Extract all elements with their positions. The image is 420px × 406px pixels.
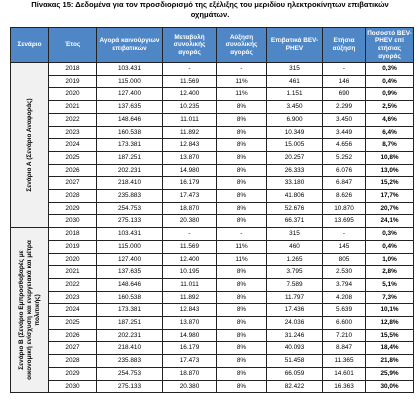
- table-cell: 0,9%: [366, 88, 414, 101]
- table-cell: 11.011: [163, 113, 217, 126]
- table-cell: 3.449: [323, 126, 366, 139]
- table-cell: 805: [323, 253, 366, 266]
- header-new-cars: Αγορά καινούργιων επιβατικών: [97, 28, 163, 63]
- table-cell: 0,4%: [366, 240, 414, 253]
- table-cell: 2.299: [323, 101, 366, 114]
- table-cell: 15.005: [267, 139, 323, 152]
- table-cell: 148.646: [97, 113, 163, 126]
- table-cell: 8%: [217, 355, 267, 368]
- table-cell: 16.363: [323, 380, 366, 393]
- table-cell: 8%: [217, 215, 267, 228]
- table-cell: 51.458: [267, 355, 323, 368]
- table-cell: 0,3%: [366, 63, 414, 76]
- table-cell: 10.349: [267, 126, 323, 139]
- table-cell: 8%: [217, 177, 267, 190]
- table-cell: 33.180: [267, 177, 323, 190]
- table-cell: 8%: [217, 380, 267, 393]
- table-cell: 15,2%: [366, 177, 414, 190]
- table-cell: 218.410: [97, 177, 163, 190]
- table-cell: 20.380: [163, 215, 217, 228]
- table-cell: 10,8%: [366, 151, 414, 164]
- table-cell: 8,7%: [366, 139, 414, 152]
- table-cell: 315: [267, 228, 323, 241]
- table-cell: 2020: [49, 253, 97, 266]
- table-cell: 115.000: [97, 240, 163, 253]
- table-cell: 26.333: [267, 164, 323, 177]
- table-cell: 11.011: [163, 278, 217, 291]
- table-cell: 5,1%: [366, 278, 414, 291]
- table-cell: 8%: [217, 202, 267, 215]
- table-cell: 127.400: [97, 88, 163, 101]
- table-cell: 13.870: [163, 317, 217, 330]
- table-cell: 461: [267, 75, 323, 88]
- table-cell: 146: [323, 75, 366, 88]
- table-cell: 103.431: [97, 63, 163, 76]
- table-cell: 8.626: [323, 190, 366, 203]
- table-cell: 18.870: [163, 367, 217, 380]
- table-cell: -: [163, 228, 217, 241]
- table-cell: 25,9%: [366, 367, 414, 380]
- table-cell: 8%: [217, 190, 267, 203]
- table-cell: 137.635: [97, 266, 163, 279]
- table-row: [11, 101, 414, 114]
- table-cell: 14.980: [163, 164, 217, 177]
- table-cell: 2023: [49, 126, 97, 139]
- table-cell: 202.231: [97, 329, 163, 342]
- table-cell: 16.179: [163, 342, 217, 355]
- table-cell: 115.000: [97, 75, 163, 88]
- table-cell: 10.870: [323, 202, 366, 215]
- table-cell: 2020: [49, 88, 97, 101]
- table-cell: 2,8%: [366, 266, 414, 279]
- table-cell: 2028: [49, 190, 97, 203]
- table-cell: 8%: [217, 113, 267, 126]
- table-cell: 24.036: [267, 317, 323, 330]
- table-cell: 12.843: [163, 139, 217, 152]
- table-cell: 11%: [217, 75, 267, 88]
- table-cell: 4,6%: [366, 113, 414, 126]
- table-cell: 7.210: [323, 329, 366, 342]
- table-row: [11, 329, 414, 342]
- header-annual-increase: Ετήσια αύξηση: [323, 28, 366, 63]
- table-cell: 2024: [49, 139, 97, 152]
- table-cell: 2025: [49, 151, 97, 164]
- table-cell: 2027: [49, 177, 97, 190]
- table-cell: 6.847: [323, 177, 366, 190]
- table-cell: 2,5%: [366, 101, 414, 114]
- table-row: [11, 202, 414, 215]
- table-row: [11, 215, 414, 228]
- table-cell: 3.795: [267, 266, 323, 279]
- table-cell: 8%: [217, 151, 267, 164]
- table-cell: 8%: [217, 278, 267, 291]
- table-cell: 173.381: [97, 139, 163, 152]
- table-cell: 10.235: [163, 101, 217, 114]
- table-cell: 11.569: [163, 240, 217, 253]
- table-row: [11, 240, 414, 253]
- table-cell: 148.646: [97, 278, 163, 291]
- table-cell: 254.753: [97, 367, 163, 380]
- table-cell: 275.133: [97, 215, 163, 228]
- table-cell: 11.365: [323, 355, 366, 368]
- table-cell: 8%: [217, 291, 267, 304]
- table-cell: -: [163, 63, 217, 76]
- table-cell: 1.265: [267, 253, 323, 266]
- table-cell: 187.251: [97, 151, 163, 164]
- header-row: [11, 28, 414, 63]
- table-cell: 8%: [217, 304, 267, 317]
- table-cell: 17.436: [267, 304, 323, 317]
- table-cell: 82.422: [267, 380, 323, 393]
- table-cell: 17.473: [163, 355, 217, 368]
- table-cell: 275.133: [97, 380, 163, 393]
- table-row: [11, 113, 414, 126]
- table-cell: 160.538: [97, 126, 163, 139]
- table-cell: 20.380: [163, 380, 217, 393]
- table-cell: 160.538: [97, 291, 163, 304]
- header-bev-phev: Επιβατικά BEV-PHEV: [267, 28, 323, 63]
- table-cell: 2018: [49, 63, 97, 76]
- table-cell: 16.179: [163, 177, 217, 190]
- table-cell: 5.252: [323, 151, 366, 164]
- table-cell: 235.883: [97, 355, 163, 368]
- table-row: [11, 278, 414, 291]
- scenario-label: Σενάριο Α (Σενάριο Αναφοράς): [25, 98, 33, 192]
- header-share: Ποσοστό BEV-PHEV επί ετήσιας αγοράς: [366, 28, 414, 63]
- table-cell: 8%: [217, 329, 267, 342]
- header-scenario: Σενάριο: [11, 28, 49, 63]
- table-cell: 8%: [217, 101, 267, 114]
- table-cell: 20,7%: [366, 202, 414, 215]
- table-row: [11, 228, 414, 241]
- table-cell: 11%: [217, 88, 267, 101]
- table-cell: 2030: [49, 215, 97, 228]
- table-cell: 13.695: [323, 215, 366, 228]
- table-cell: 52.676: [267, 202, 323, 215]
- scenario-cell: [11, 63, 49, 228]
- header-market-growth: Αύξηση συνολικής αγοράς: [217, 28, 267, 63]
- table-cell: 218.410: [97, 342, 163, 355]
- table-cell: 2021: [49, 266, 97, 279]
- table-cell: 11%: [217, 240, 267, 253]
- table-cell: 13,0%: [366, 164, 414, 177]
- table-cell: 2029: [49, 202, 97, 215]
- table-cell: 173.381: [97, 304, 163, 317]
- table-cell: 66.059: [267, 367, 323, 380]
- table-cell: 7,3%: [366, 291, 414, 304]
- table-cell: 235.883: [97, 190, 163, 203]
- table-cell: 2019: [49, 240, 97, 253]
- table-cell: 460: [267, 240, 323, 253]
- header-year: Έτος: [49, 28, 97, 63]
- table-row: [11, 88, 414, 101]
- table-row: [11, 317, 414, 330]
- table-cell: 5.639: [323, 304, 366, 317]
- table-cell: 2024: [49, 304, 97, 317]
- table-cell: 4.208: [323, 291, 366, 304]
- table-cell: 11.892: [163, 126, 217, 139]
- scenario-cell: [11, 228, 49, 393]
- table-cell: 0,4%: [366, 75, 414, 88]
- table-row: [11, 304, 414, 317]
- table-cell: 315: [267, 63, 323, 76]
- table-cell: 11.892: [163, 291, 217, 304]
- table-cell: 8%: [217, 317, 267, 330]
- caption-line-1: Πίνακας 15: Δεδομένα για τον προσδιορισμό της εξέλιξης του μεριδίου ηλεκτροκίνητων επιβατικών: [31, 0, 389, 9]
- table-cell: 12.400: [163, 253, 217, 266]
- table-cell: 103.431: [97, 228, 163, 241]
- table-cell: 6.900: [267, 113, 323, 126]
- table-cell: 31.246: [267, 329, 323, 342]
- table-cell: 11.569: [163, 75, 217, 88]
- table-cell: 14.980: [163, 329, 217, 342]
- table-cell: 2.530: [323, 266, 366, 279]
- table-cell: 4.656: [323, 139, 366, 152]
- table-row: [11, 126, 414, 139]
- table-cell: 20.257: [267, 151, 323, 164]
- table-cell: -: [217, 228, 267, 241]
- table-row: [11, 164, 414, 177]
- table-cell: 7.589: [267, 278, 323, 291]
- table-cell: 40.093: [267, 342, 323, 355]
- table-row: [11, 190, 414, 203]
- table-cell: 1,0%: [366, 253, 414, 266]
- table-cell: 3.450: [267, 101, 323, 114]
- table-row: [11, 367, 414, 380]
- table-cell: 30,0%: [366, 380, 414, 393]
- table-cell: 14.601: [323, 367, 366, 380]
- table-cell: 145: [323, 240, 366, 253]
- table-cell: 12,8%: [366, 317, 414, 330]
- table-cell: 8%: [217, 164, 267, 177]
- table-row: [11, 355, 414, 368]
- table-cell: 10,1%: [366, 304, 414, 317]
- table-cell: -: [323, 228, 366, 241]
- market-share-table: [10, 27, 414, 393]
- table-cell: 2028: [49, 355, 97, 368]
- table-row: [11, 380, 414, 393]
- table-cell: 18.870: [163, 202, 217, 215]
- table-cell: 8.847: [323, 342, 366, 355]
- table-cell: 8%: [217, 126, 267, 139]
- table-row: [11, 139, 414, 152]
- table-row: [11, 266, 414, 279]
- table-cell: 8%: [217, 266, 267, 279]
- table-cell: 3.450: [323, 113, 366, 126]
- table-row: [11, 342, 414, 355]
- table-cell: 0,3%: [366, 228, 414, 241]
- table-cell: 12.843: [163, 304, 217, 317]
- caption-line-2: οχημάτων.: [190, 9, 230, 19]
- table-cell: 24,1%: [366, 215, 414, 228]
- table-cell: 137.635: [97, 101, 163, 114]
- table-cell: 8%: [217, 139, 267, 152]
- table-cell: 17,7%: [366, 190, 414, 203]
- table-cell: 8%: [217, 342, 267, 355]
- scenario-label: Σενάριο Β (Σενάριο Εμπροσθοβαρές με οικονομική ενίσχυση και ενεργειακά και μέτρα πολιτικής): [17, 240, 41, 381]
- table-cell: 2027: [49, 342, 97, 355]
- table-cell: 6.076: [323, 164, 366, 177]
- table-cell: 11.797: [267, 291, 323, 304]
- header-market-change: Μεταβολή συνολικής αγοράς: [163, 28, 217, 63]
- table-cell: 187.251: [97, 317, 163, 330]
- table-row: [11, 151, 414, 164]
- table-cell: 2023: [49, 291, 97, 304]
- table-cell: -: [323, 63, 366, 76]
- table-cell: 690: [323, 88, 366, 101]
- table-cell: 2022: [49, 113, 97, 126]
- table-cell: 18,4%: [366, 342, 414, 355]
- table-cell: 254.753: [97, 202, 163, 215]
- table-row: [11, 75, 414, 88]
- table-cell: 66.371: [267, 215, 323, 228]
- table-cell: 2025: [49, 317, 97, 330]
- table-cell: 41.806: [267, 190, 323, 203]
- table-cell: 1.151: [267, 88, 323, 101]
- table-cell: 10.195: [163, 266, 217, 279]
- table-row: [11, 63, 414, 76]
- table-cell: 12.400: [163, 88, 217, 101]
- table-cell: 6.600: [323, 317, 366, 330]
- table-cell: 15,5%: [366, 329, 414, 342]
- table-cell: 2029: [49, 367, 97, 380]
- table-cell: 2022: [49, 278, 97, 291]
- table-cell: 2019: [49, 75, 97, 88]
- table-cell: 6,4%: [366, 126, 414, 139]
- table-cell: 2018: [49, 228, 97, 241]
- table-cell: 3.794: [323, 278, 366, 291]
- table-cell: 8%: [217, 367, 267, 380]
- table-row: [11, 291, 414, 304]
- table-cell: 13.870: [163, 151, 217, 164]
- table-cell: 127.400: [97, 253, 163, 266]
- table-cell: 2026: [49, 329, 97, 342]
- table-cell: 17.473: [163, 190, 217, 203]
- table-row: [11, 253, 414, 266]
- table-cell: -: [217, 63, 267, 76]
- table-cell: 11%: [217, 253, 267, 266]
- table-cell: 2026: [49, 164, 97, 177]
- table-cell: 2030: [49, 380, 97, 393]
- table-cell: 2021: [49, 101, 97, 114]
- table-caption: [0, 0, 420, 19]
- table-row: [11, 177, 414, 190]
- table-cell: 202.231: [97, 164, 163, 177]
- table-cell: 21,8%: [366, 355, 414, 368]
